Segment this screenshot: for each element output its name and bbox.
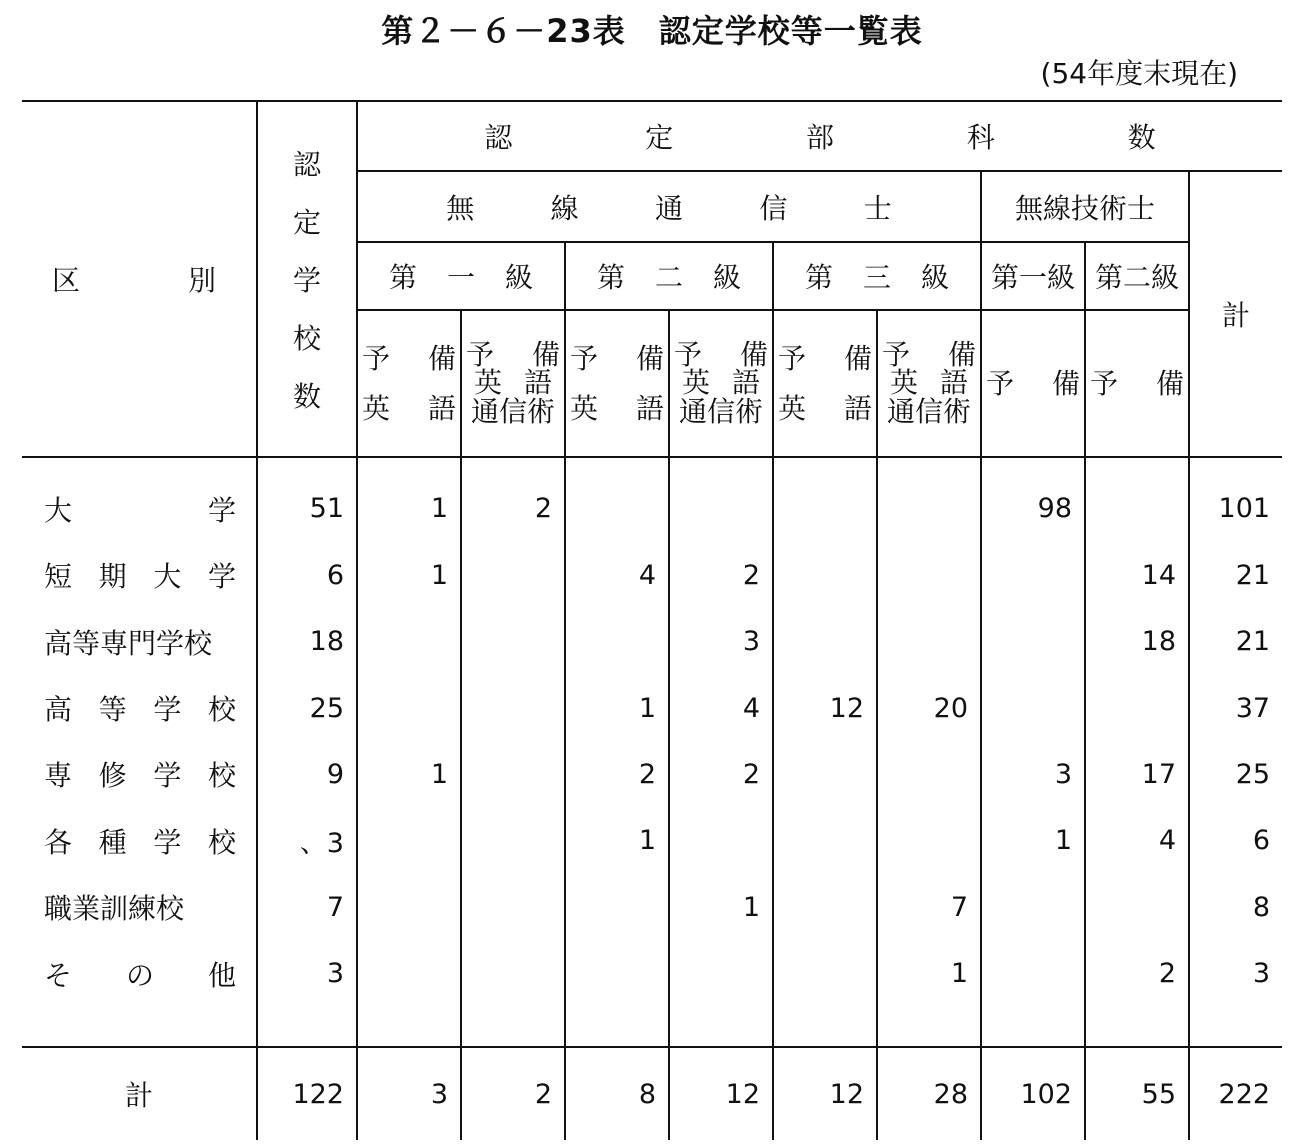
dept-count-cell — [773, 874, 877, 940]
row-label: 短 期 大 学 — [44, 560, 236, 594]
dept-count-cell — [357, 675, 461, 741]
grade1-header: 第 一 級 — [357, 242, 565, 310]
table-row — [22, 675, 1282, 741]
dept-count-cell — [773, 808, 877, 874]
grade3-header: 第 三 級 — [773, 242, 981, 310]
dept-count-cell — [877, 542, 981, 608]
row-label: 職業訓練校 — [44, 892, 185, 926]
dept-count-cell: 4 — [565, 542, 669, 608]
dept-count-cell — [461, 808, 565, 874]
engineer-grade1-header: 第一級 — [981, 242, 1085, 310]
school-count-cell: 18 — [257, 608, 357, 674]
dept-count-cell: 20 — [877, 675, 981, 741]
dept-count-cell — [773, 941, 877, 1007]
table-title: 第２－６－23表 認定学校等一覧表 — [381, 12, 923, 50]
dept-count-cell — [357, 941, 461, 1007]
dept-count-cell — [461, 941, 565, 1007]
total-dept-cell: 102 — [981, 1047, 1085, 1140]
total-label: 計 — [22, 1047, 257, 1140]
dept-count-cell: 37 — [1189, 675, 1282, 741]
row-label: 高 等 学 校 — [44, 693, 236, 727]
total-dept-cell: 222 — [1189, 1047, 1282, 1140]
dept-count-cell: 3 — [981, 741, 1085, 807]
dept-count-cell — [669, 941, 773, 1007]
row-label: 専 修 学 校 — [44, 759, 236, 793]
dept-count-cell: 12 — [773, 675, 877, 741]
dept-count-cell — [981, 608, 1085, 674]
dept-count-cell: 18 — [1085, 608, 1189, 674]
table-row — [22, 741, 1282, 807]
total-row — [22, 1047, 1282, 1140]
table-row — [22, 542, 1282, 608]
g2-yobi-eigo-header: 予 備 英 語 — [565, 310, 669, 457]
table-row — [22, 476, 1282, 542]
school-count-header: 認 定 学 校 数 — [257, 101, 357, 457]
as-of-note: (54年度末現在) — [1040, 57, 1238, 90]
school-count-cell: 7 — [257, 874, 357, 940]
total-dept-cell: 3 — [357, 1047, 461, 1140]
dept-count-cell — [773, 542, 877, 608]
total-dept-cell: 8 — [565, 1047, 669, 1140]
total-dept-cell: 12 — [773, 1047, 877, 1140]
dept-count-cell — [461, 542, 565, 608]
dept-count-cell: 1 — [565, 675, 669, 741]
dept-count-cell — [981, 542, 1085, 608]
dept-count-cell: 4 — [1085, 808, 1189, 874]
g1-yobi-eigo-header: 予 備 英 語 — [357, 310, 461, 457]
row-label: そ の 他 — [44, 958, 236, 992]
dept-count-cell — [981, 941, 1085, 1007]
dept-count-cell: 2 — [565, 741, 669, 807]
dept-count-cell — [461, 874, 565, 940]
school-count-cell: 9 — [257, 741, 357, 807]
dept-count-cell: 2 — [669, 741, 773, 807]
dept-count-cell: 1 — [669, 874, 773, 940]
total-dept-cell: 2 — [461, 1047, 565, 1140]
total-dept-cell: 55 — [1085, 1047, 1189, 1140]
dept-count-cell: 98 — [981, 476, 1085, 542]
dept-count-cell — [981, 675, 1085, 741]
dept-count-cell: 17 — [1085, 741, 1189, 807]
total-header: 計 — [1189, 171, 1282, 457]
g2-yobi-eigo-tsushin-header: 予 備 英 語 通信術 — [669, 310, 773, 457]
dept-count-cell: 1 — [877, 941, 981, 1007]
school-count-cell: 、3 — [257, 808, 357, 874]
g3-yobi-eigo-tsushin-header: 予 備 英 語 通信術 — [877, 310, 981, 457]
radio-operator-header: 無 線 通 信 士 — [357, 171, 981, 241]
dept-count-cell — [461, 675, 565, 741]
dept-count-cell — [773, 476, 877, 542]
total-school-count: 122 — [257, 1047, 357, 1140]
dept-count-cell — [1085, 874, 1189, 940]
dept-count-cell: 21 — [1189, 608, 1282, 674]
dept-count-cell: 1 — [981, 808, 1085, 874]
dept-count-cell — [1085, 476, 1189, 542]
dept-count-cell — [357, 608, 461, 674]
dept-count-cell: 2 — [461, 476, 565, 542]
dept-count-cell: 7 — [877, 874, 981, 940]
school-count-cell: 6 — [257, 542, 357, 608]
total-dept-cell: 28 — [877, 1047, 981, 1140]
dept-count-cell — [357, 874, 461, 940]
dept-count-cell: 1 — [357, 542, 461, 608]
dept-count-cell: 6 — [1189, 808, 1282, 874]
dept-count-cell: 1 — [565, 808, 669, 874]
dept-count-cell: 25 — [1189, 741, 1282, 807]
dept-count-cell — [461, 741, 565, 807]
row-label: 高等専門学校 — [44, 626, 213, 660]
dept-count-cell: 2 — [669, 542, 773, 608]
dept-count-cell: 21 — [1189, 542, 1282, 608]
grade2-header: 第 二 級 — [565, 242, 773, 310]
dept-count-cell: 3 — [1189, 941, 1282, 1007]
dept-count-cell — [1085, 675, 1189, 741]
category-header: 区 別 — [22, 101, 257, 457]
dept-count-cell: 14 — [1085, 542, 1189, 608]
eng1-yobi-header: 予 備 — [981, 310, 1085, 457]
school-count-cell: 3 — [257, 941, 357, 1007]
row-label: 大 学 — [44, 493, 236, 527]
dept-count-cell — [773, 741, 877, 807]
table-row — [22, 608, 1282, 674]
radio-engineer-header: 無線技術士 — [981, 171, 1189, 241]
dept-count-cell — [773, 608, 877, 674]
table-row — [22, 808, 1282, 874]
table-row — [22, 941, 1282, 1007]
dept-count-cell — [669, 476, 773, 542]
dept-count-cell — [461, 608, 565, 674]
dept-count-cell — [877, 808, 981, 874]
dept-count-cell — [877, 476, 981, 542]
dept-count-cell: 1 — [357, 476, 461, 542]
engineer-grade2-header: 第二級 — [1085, 242, 1189, 310]
total-dept-cell: 12 — [669, 1047, 773, 1140]
table-row — [22, 874, 1282, 940]
dept-count-cell — [565, 874, 669, 940]
dept-count-cell — [565, 476, 669, 542]
dept-count-cell — [565, 941, 669, 1007]
eng2-yobi-header: 予 備 — [1085, 310, 1189, 457]
dept-count-cell: 3 — [669, 608, 773, 674]
g1-yobi-eigo-tsushin-header: 予 備 英 語 通信術 — [461, 310, 565, 457]
g3-yobi-eigo-header: 予 備 英 語 — [773, 310, 877, 457]
dept-count-cell: 1 — [357, 741, 461, 807]
school-count-cell: 51 — [257, 476, 357, 542]
dept-count-cell — [877, 741, 981, 807]
dept-count-cell: 2 — [1085, 941, 1189, 1007]
row-label: 各 種 学 校 — [44, 825, 236, 859]
dept-count-cell: 4 — [669, 675, 773, 741]
dept-count-cell: 8 — [1189, 874, 1282, 940]
dept-count-cell — [669, 808, 773, 874]
school-count-cell: 25 — [257, 675, 357, 741]
certified-schools-table — [22, 100, 1282, 1140]
dept-count-cell — [357, 808, 461, 874]
dept-count-cell — [565, 608, 669, 674]
dept-count-cell — [981, 874, 1085, 940]
dept-count-cell — [877, 608, 981, 674]
dept-count-header: 認 定 部 科 数 — [357, 101, 1282, 171]
dept-count-cell: 101 — [1189, 476, 1282, 542]
